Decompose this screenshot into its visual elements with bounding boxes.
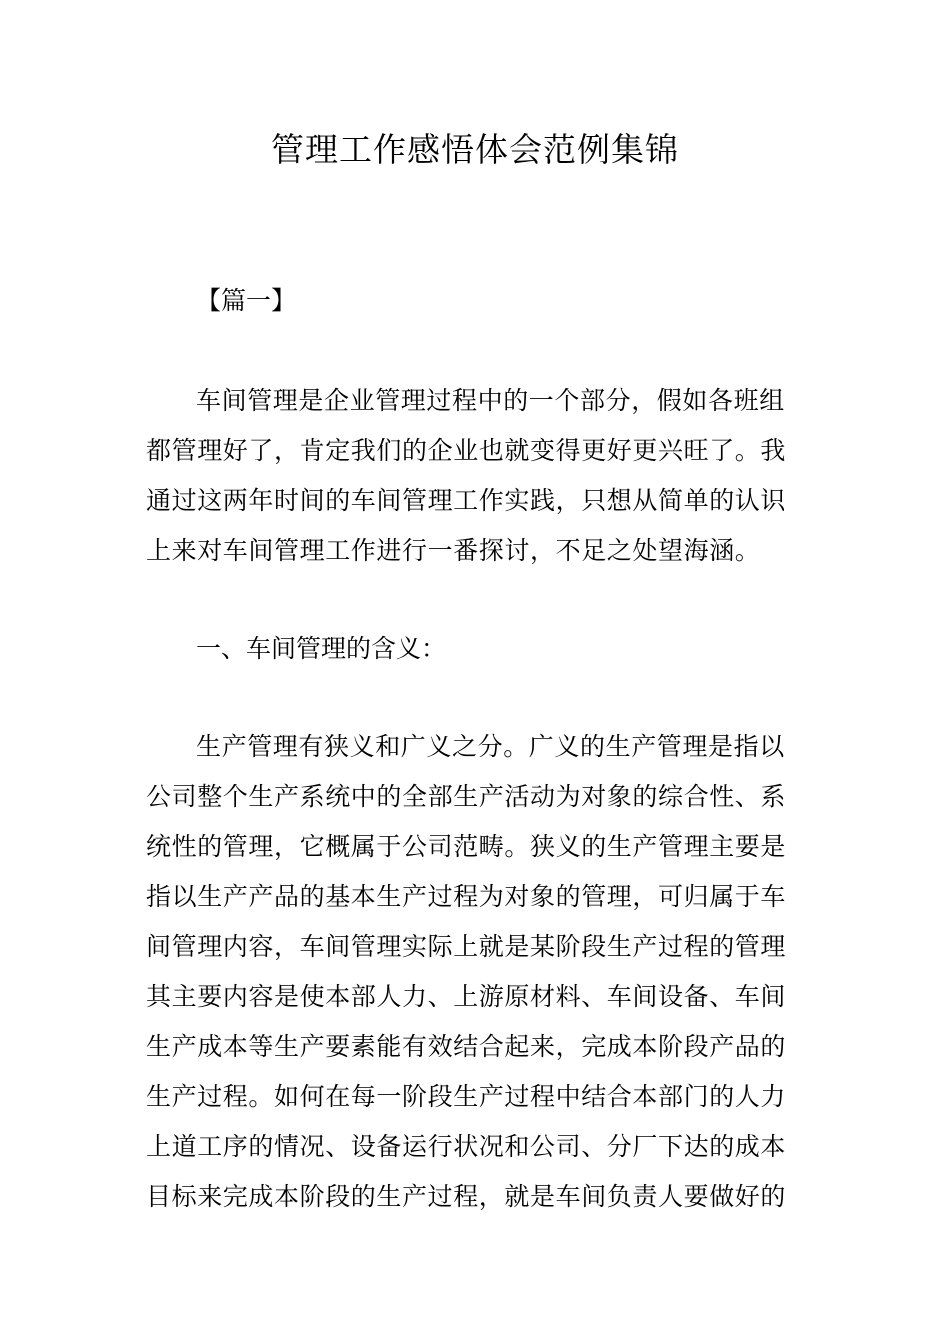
paragraph-line: 公司整个生产系统中的全部生产活动为对象的综合性、系 <box>146 782 787 811</box>
paragraph-line: 统性的管理，它概属于公司范畴。狭义的生产管理主要是 <box>146 832 787 861</box>
paragraph-line: 上道工序的情况、设备运行状况和公司、分厂下达的成本 <box>146 1132 787 1161</box>
paragraph-definition <box>146 722 808 1222</box>
paragraph-line: 车间管理是企业管理过程中的一个部分，假如各班组 <box>196 386 785 415</box>
paragraph-line: 指以生产产品的基本生产过程为对象的管理，可归属于车 <box>146 882 787 911</box>
paragraph-line: 生产管理有狭义和广义之分。广义的生产管理是指以 <box>196 732 785 761</box>
paragraph-line: 生产过程。如何在每一阶段生产过程中结合本部门的人力 <box>146 1082 787 1111</box>
section-label: 【篇一】 <box>196 286 297 315</box>
paragraph-line: 目标来完成本阶段的生产过程，就是车间负责人要做好的 <box>146 1182 787 1211</box>
paragraph-line: 生产成本等生产要素能有效结合起来，完成本阶段产品的 <box>146 1032 787 1061</box>
paragraph-line: 其主要内容是使本部人力、上游原材料、车间设备、车间 <box>146 982 787 1011</box>
paragraph-line: 通过这两年时间的车间管理工作实践，只想从简单的认识 <box>146 486 787 515</box>
paragraph-line: 间管理内容，车间管理实际上就是某阶段生产过程的管理 <box>146 932 787 961</box>
section-heading: 一、车间管理的含义： <box>196 634 447 663</box>
paragraph-intro <box>146 376 808 576</box>
paragraph-line: 上来对车间管理工作进行一番探讨，不足之处望海涵。 <box>146 536 761 565</box>
document-title: 管理工作感悟体会范例集锦 <box>271 130 679 169</box>
paragraph-line: 都管理好了，肯定我们的企业也就变得更好更兴旺了。我 <box>146 436 787 465</box>
